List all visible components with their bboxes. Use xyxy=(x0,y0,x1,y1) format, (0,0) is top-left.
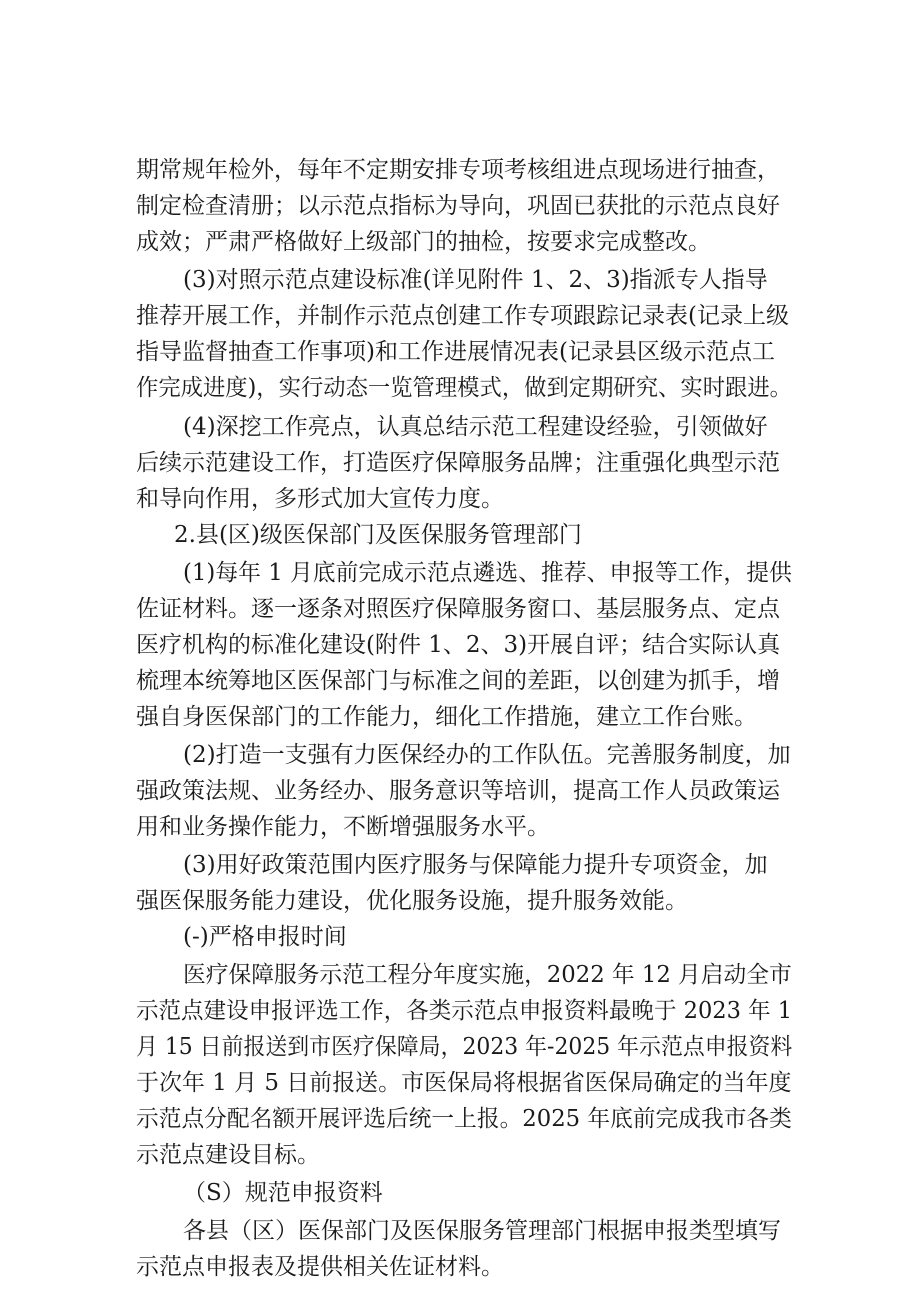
text-line: 佐证材料。逐一逐条对照医疗保障服务窗口、基层服务点、定点 xyxy=(136,596,780,622)
section-heading: （S）规范申报资料 xyxy=(183,1180,383,1206)
text-line: 各县（区）医保部门及医保服务管理部门根据申报类型填写 xyxy=(183,1218,781,1244)
text-line: 推荐开展工作，并制作示范点创建工作专项跟踪记录表(记录上级 xyxy=(136,303,789,329)
text-line: 强医保服务能力建设，优化服务设施，提升服务效能。 xyxy=(136,888,688,914)
text-line: 作完成进度)，实行动态一览管理模式，做到定期研究、实时跟进。 xyxy=(136,375,792,401)
text-line: 强政策法规、业务经办、服务意识等培训，提高工作人员政策运 xyxy=(136,778,780,804)
text-line: 医疗机构的标准化建设(附件 1、2、3)开展自评；结合实际认真 xyxy=(136,632,781,658)
text-line: 和导向作用，多形式加大宣传力度。 xyxy=(136,486,504,512)
text-line: 制定检查清册；以示范点指标为导向，巩固已获批的示范点良好 xyxy=(136,193,780,219)
text-line: 示范点建设目标。 xyxy=(136,1142,320,1168)
text-line: (3)用好政策范围内医疗服务与保障能力提升专项资金，加 xyxy=(183,852,768,878)
text-line: 后续示范建设工作，打造医疗保障服务品牌；注重强化典型示范 xyxy=(136,450,780,476)
text-line: 示范点分配名额开展评选后统一上报。2025 年底前完成我市各类 xyxy=(136,1106,792,1132)
text-line: 梳理本统筹地区医保部门与标准之间的差距，以创建为抓手，增 xyxy=(136,668,780,694)
text-line: 于次年 1 月 5 日前报送。市医保局将根据省医保局确定的当年度 xyxy=(136,1070,792,1096)
section-heading: (-)严格申报时间 xyxy=(183,924,347,950)
text-line: (4)深挖工作亮点，认真总结示范工程建设经验，引领做好 xyxy=(183,414,768,440)
text-line: 示范点申报表及提供相关佐证材料。 xyxy=(136,1254,504,1280)
section-heading: 2.县(区)级医保部门及医保服务管理部门 xyxy=(174,522,582,548)
text-line: 医疗保障服务示范工程分年度实施，2022 年 12 月启动全市 xyxy=(183,962,792,988)
text-line: 期常规年检外，每年不定期安排专项考核组进点现场进行抽查， xyxy=(136,157,780,183)
text-line: 成效；严肃严格做好上级部门的抽检，按要求完成整改。 xyxy=(136,229,711,255)
text-line: (3)对照示范点建设标准(详见附件 1、2、3)指派专人指导 xyxy=(183,267,768,293)
text-line: (1)每年 1 月底前完成示范点遴选、推荐、申报等工作，提供 xyxy=(183,560,792,586)
text-line: 强自身医保部门的工作能力，细化工作措施，建立工作台账。 xyxy=(136,704,757,730)
text-line: (2)打造一支强有力医保经办的工作队伍。完善服务制度，加 xyxy=(183,742,791,768)
text-line: 月 15 日前报送到市医疗保障局，2023 年-2025 年示范点申报资料 xyxy=(136,1034,793,1060)
text-line: 指导监督抽查工作事项)和工作进展情况表(记录县区级示范点工 xyxy=(136,339,775,365)
text-line: 用和业务操作能力，不断增强服务水平。 xyxy=(136,814,550,840)
text-line: 示范点建设申报评选工作，各类示范点申报资料最晚于 2023 年 1 xyxy=(136,998,793,1024)
